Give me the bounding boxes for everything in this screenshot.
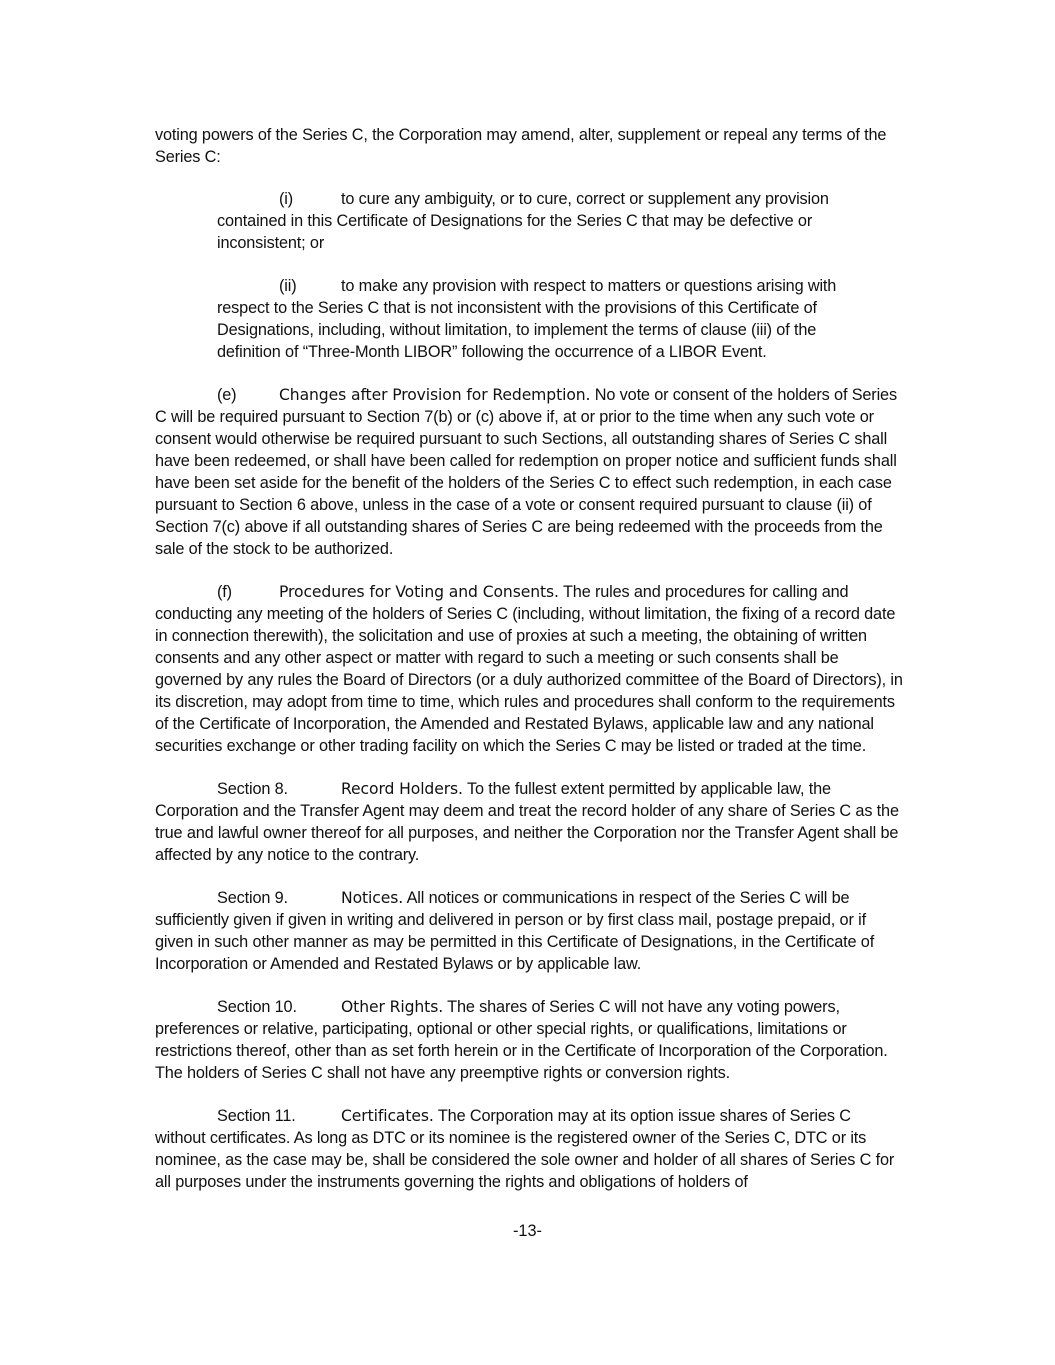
section-text: The shares of Series C will not have any voting powers, preferences or relative, participating, optional or other special rights, or qualifications, limitations or restrictions thereof, other than as set forth herein or in the Certificate of Incorporation of the Corporation. The holders of Series C shall not have any preemptive rights or conversion rights.	[155, 998, 888, 1082]
section-8	[155, 778, 903, 866]
section-heading: Other Rights.	[341, 998, 444, 1016]
section-label: Section 9.	[217, 889, 288, 907]
section-10	[155, 996, 903, 1084]
paragraph-text: No vote or consent of the holders of Series C will be required pursuant to Section 7(b) or (c) above if, at or prior to the time when any such vote or consent would otherwise be required pursuant to such Sections, all outstanding shares of Series C shall have been redeemed, or shall have been called for redemption on proper notice and sufficient funds shall have been set aside for the benefit of the holders of the Series C to effect such redemption, in each case pursuant to Section 6 above, unless in the case of a vote or consent required pursuant to clause (ii) of Section 7(c) above if all outstanding shares of Series C are being redeemed with the proceeds from the sale of the stock to be authorized.	[155, 386, 897, 558]
section-label: Section 10.	[217, 998, 297, 1016]
clause-ii	[217, 275, 883, 363]
paragraph-label: (f)	[217, 583, 232, 601]
section-text: All notices or communications in respect of the Series C will be sufficiently given if given in writing and delivered in person or by first class mail, postage prepaid, or if given in such other manner as may be permitted in this Certificate of Designations, in the Certificate of Incorporation or Amended and Restated Bylaws or by applicable law.	[155, 889, 875, 973]
section-11	[155, 1105, 903, 1193]
section-text: To the fullest extent permitted by applicable law, the Corporation and the Transfer Agent may deem and treat the record holder of any share of Series C as the true and lawful owner thereof for all purposes, and neither the Corporation nor the Transfer Agent shall be affected by any notice to the contrary.	[155, 780, 899, 864]
paragraph-text: The rules and procedures for calling and conducting any meeting of the holders of Series C (including, without limitation, the fixing of a record date in connection therewith), the solicitation and use of proxies at such a meeting, the obtaining of written consents and any other aspect or matter with regard to such a meeting or such consents shall be governed by any rules the Board of Directors (or a duly authorized committee of the Board of Directors), in its discretion, may adopt from time to time, which rules and procedures shall conform to the requirements of the Certificate of Incorporation, the Amended and Restated Bylaws, applicable law and any national securities exchange or other trading facility on which the Series C may be listed or traded at the time.	[155, 583, 903, 755]
section-9	[155, 887, 903, 975]
section-heading: Record Holders.	[341, 780, 463, 798]
paragraph-heading: Procedures for Voting and Consents.	[279, 583, 559, 601]
section-text: The Corporation may at its option issue shares of Series C without certificates. As long as DTC or its nominee is the registered owner of the Series C, DTC or its nominee, as the case may be, shall be considered the sole owner and holder of all shares of Series C for all purposes under the instruments governing the rights and obligations of holders of	[155, 1107, 895, 1191]
section-heading: Certificates.	[341, 1107, 434, 1125]
paragraph-heading: Changes after Provision for Redemption.	[279, 386, 591, 404]
paragraph-e	[155, 384, 903, 560]
paragraph-f	[155, 581, 903, 757]
clause-label: (i)	[279, 190, 294, 208]
clause-text: to cure any ambiguity, or to cure, correct or supplement any provision contained in this Certificate of Designations for the Series C that may be defective or inconsistent; or	[217, 190, 829, 252]
section-heading: Notices.	[341, 889, 404, 907]
intro-paragraph: voting powers of the Series C, the Corporation may amend, alter, supplement or repeal any terms of the Series C:	[155, 126, 887, 166]
clause-label: (ii)	[279, 277, 297, 295]
document-body	[155, 124, 903, 1214]
paragraph-label: (e)	[217, 386, 237, 404]
clause-i	[217, 188, 883, 254]
page-number: -13-	[513, 1222, 542, 1240]
section-label: Section 8.	[217, 780, 288, 798]
section-label: Section 11.	[217, 1107, 296, 1125]
clause-text: to make any provision with respect to matters or questions arising with respect to the Series C that is not inconsistent with the provisions of this Certificate of Designations, including, without limitation, to implement the terms of clause (iii) of the definition of “Three-Month LIBOR” following the occurrence of a LIBOR Event.	[217, 277, 837, 361]
